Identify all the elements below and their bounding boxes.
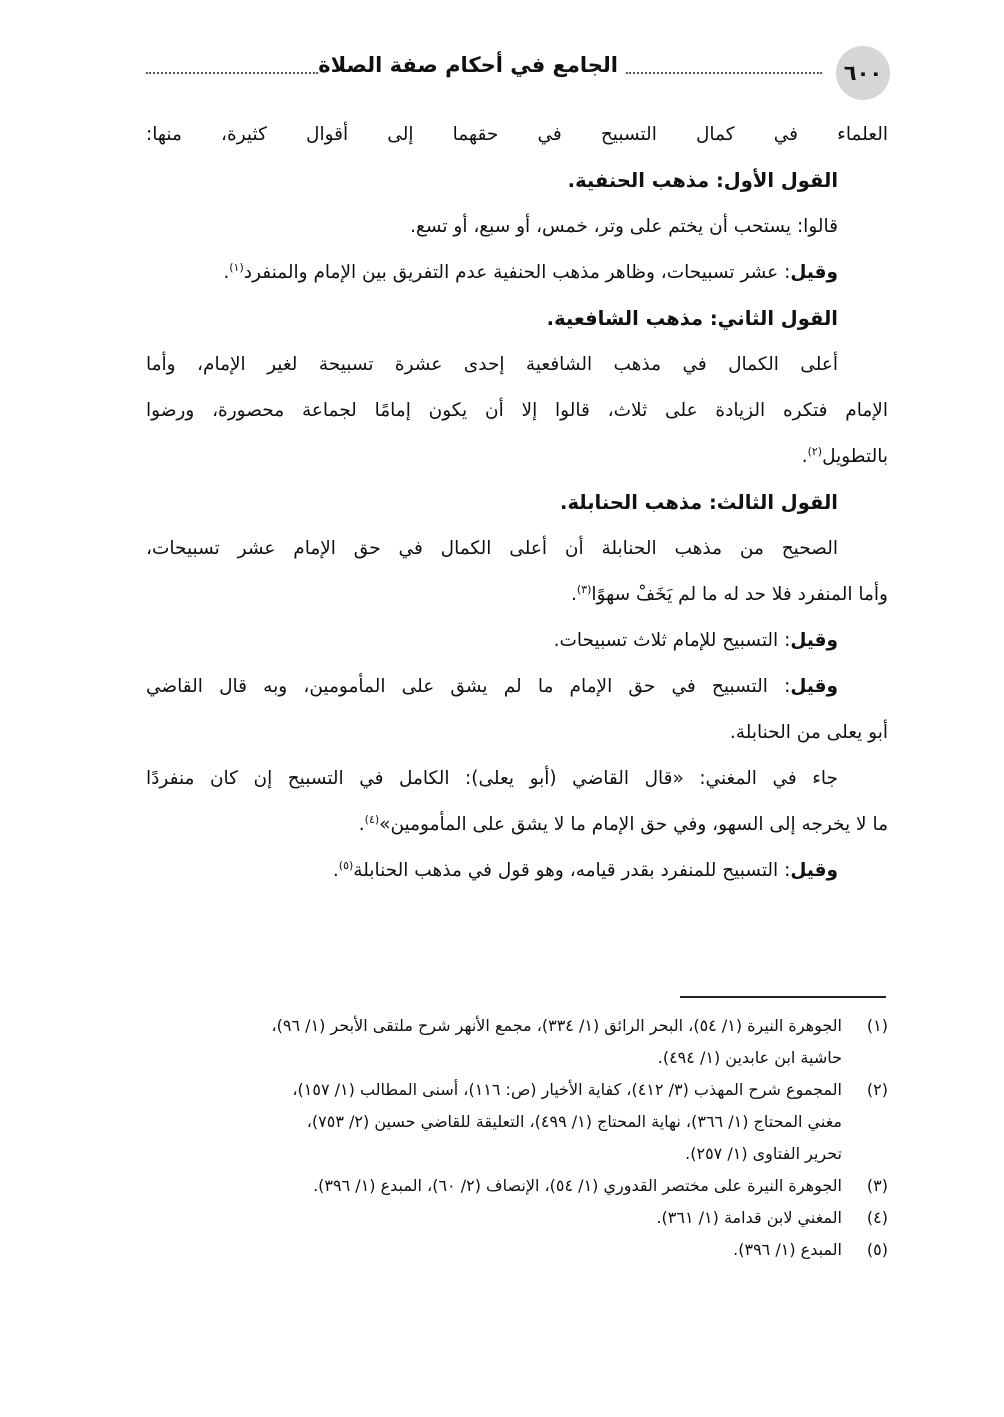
text-line: وقيل: التسبيح في حق الإمام ما لم يشق على المأمومين، وبه قال القاضي xyxy=(146,676,838,697)
footnote-line: حاشية ابن عابدين (١/ ٤٩٤). xyxy=(657,1048,842,1067)
footnote-line: المجموع شرح المهذب (٣/ ٤١٢)، كفاية الأخيار (ص: ١١٦)، أسنى المطالب (١/ ١٥٧)، xyxy=(292,1080,842,1099)
footnote-line: تحرير الفتاوى (١/ ٢٥٧). xyxy=(685,1144,842,1163)
running-title: الجامع في أحكام صفة الصلاة xyxy=(318,53,618,77)
footnote-marker: (٢) xyxy=(866,1080,888,1099)
text-line: الصحيح من مذهب الحنابلة أن أعلى الكمال في حق الإمام عشر تسبيحات، xyxy=(146,538,838,559)
section-heading: القول الأول: مذهب الحنفية. xyxy=(567,169,838,192)
footnote xyxy=(146,1010,888,1074)
footnote-ref: (٥) xyxy=(338,858,354,872)
text-line: ما لا يخرجه إلى السهو، وفي حق الإمام ما لا يشق على المأمومين»$^{(٤)}$. xyxy=(358,812,888,835)
footnote-line: المغني لابن قدامة (١/ ٣٦١). xyxy=(656,1208,842,1227)
footnote-ref: (٢) xyxy=(807,444,823,458)
footnote-marker: (١) xyxy=(866,1016,888,1035)
text-line: وقيل: التسبيح للإمام ثلاث تسبيحات. xyxy=(553,630,838,651)
footnote-marker: (٥) xyxy=(866,1240,888,1259)
section-heading: القول الثاني: مذهب الشافعية. xyxy=(546,307,838,330)
footnote-ref: (١) xyxy=(229,260,244,274)
footnote-ref: (٤) xyxy=(364,812,380,826)
footnote xyxy=(146,1234,888,1266)
footnote-line: مغني المحتاج (١/ ٣٦٦)، نهاية المحتاج (١/ ٤٩٩)، التعليقة للقاضي حسين (٢/ ٧٥٣)، xyxy=(306,1112,842,1131)
footnote xyxy=(146,1202,888,1234)
text-line: وقيل: عشر تسبيحات، وظاهر مذهب الحنفية عدم التفريق بين الإمام والمنفرد$^{(١)}$. xyxy=(223,260,838,283)
footnote-line: الجوهرة النيرة على مختصر القدوري (١/ ٥٤)، الإنصاف (٢/ ٦٠)، المبدع (١/ ٣٩٦). xyxy=(313,1176,842,1195)
footnote xyxy=(146,1074,888,1170)
text-line: قالوا: يستحب أن يختم على وتر، خمس، أو سبع، أو تسع. xyxy=(410,216,838,237)
text-line: أعلى الكمال في مذهب الشافعية إحدى عشرة تسبيحة لغير الإمام، وأما xyxy=(146,354,838,375)
footnote-ref: (٣) xyxy=(576,582,592,596)
page-number: ٦٠٠ xyxy=(836,46,890,100)
text-line: العلماء في كمال التسبيح في حقهما إلى أقوال كثيرة، منها: xyxy=(146,124,888,145)
text-line: جاء في المغني: «قال القاضي (أبو يعلى): الكامل في التسبيح إن كان منفردًا xyxy=(146,768,838,789)
footnote-marker: (٤) xyxy=(866,1208,888,1227)
section-heading: القول الثالث: مذهب الحنابلة. xyxy=(560,491,838,514)
header-dotted-rule-right xyxy=(626,72,822,74)
text-line: بالتطويل$^{(٢)}$. xyxy=(801,444,888,467)
footnote-separator xyxy=(680,996,886,998)
text-line: أبو يعلى من الحنابلة. xyxy=(729,722,888,743)
body-text xyxy=(146,112,888,894)
text-line: وأما المنفرد فلا حد له ما لم يَخَفْ سهوًا$^{(٣)}$. xyxy=(571,582,888,605)
footnote xyxy=(146,1170,888,1202)
footnote-line: المبدع (١/ ٣٩٦). xyxy=(733,1240,842,1259)
footnote-marker: (٣) xyxy=(866,1176,888,1195)
header-dotted-rule-left xyxy=(146,72,318,74)
footnote-line: الجوهرة النيرة (١/ ٥٤)، البحر الرائق (١/ ٣٣٤)، مجمع الأنهر شرح ملتقى الأبحر (١/ ٩٦)، xyxy=(271,1016,842,1035)
text-line: وقيل: التسبيح للمنفرد بقدر قيامه، وهو قول في مذهب الحنابلة$^{(٥)}$. xyxy=(332,858,838,881)
text-line: الإمام فتكره الزيادة على ثلاث، قالوا إلا أن يكون إمامًا لجماعة محصورة، ورضوا xyxy=(146,400,888,421)
footnotes xyxy=(146,1010,888,1266)
